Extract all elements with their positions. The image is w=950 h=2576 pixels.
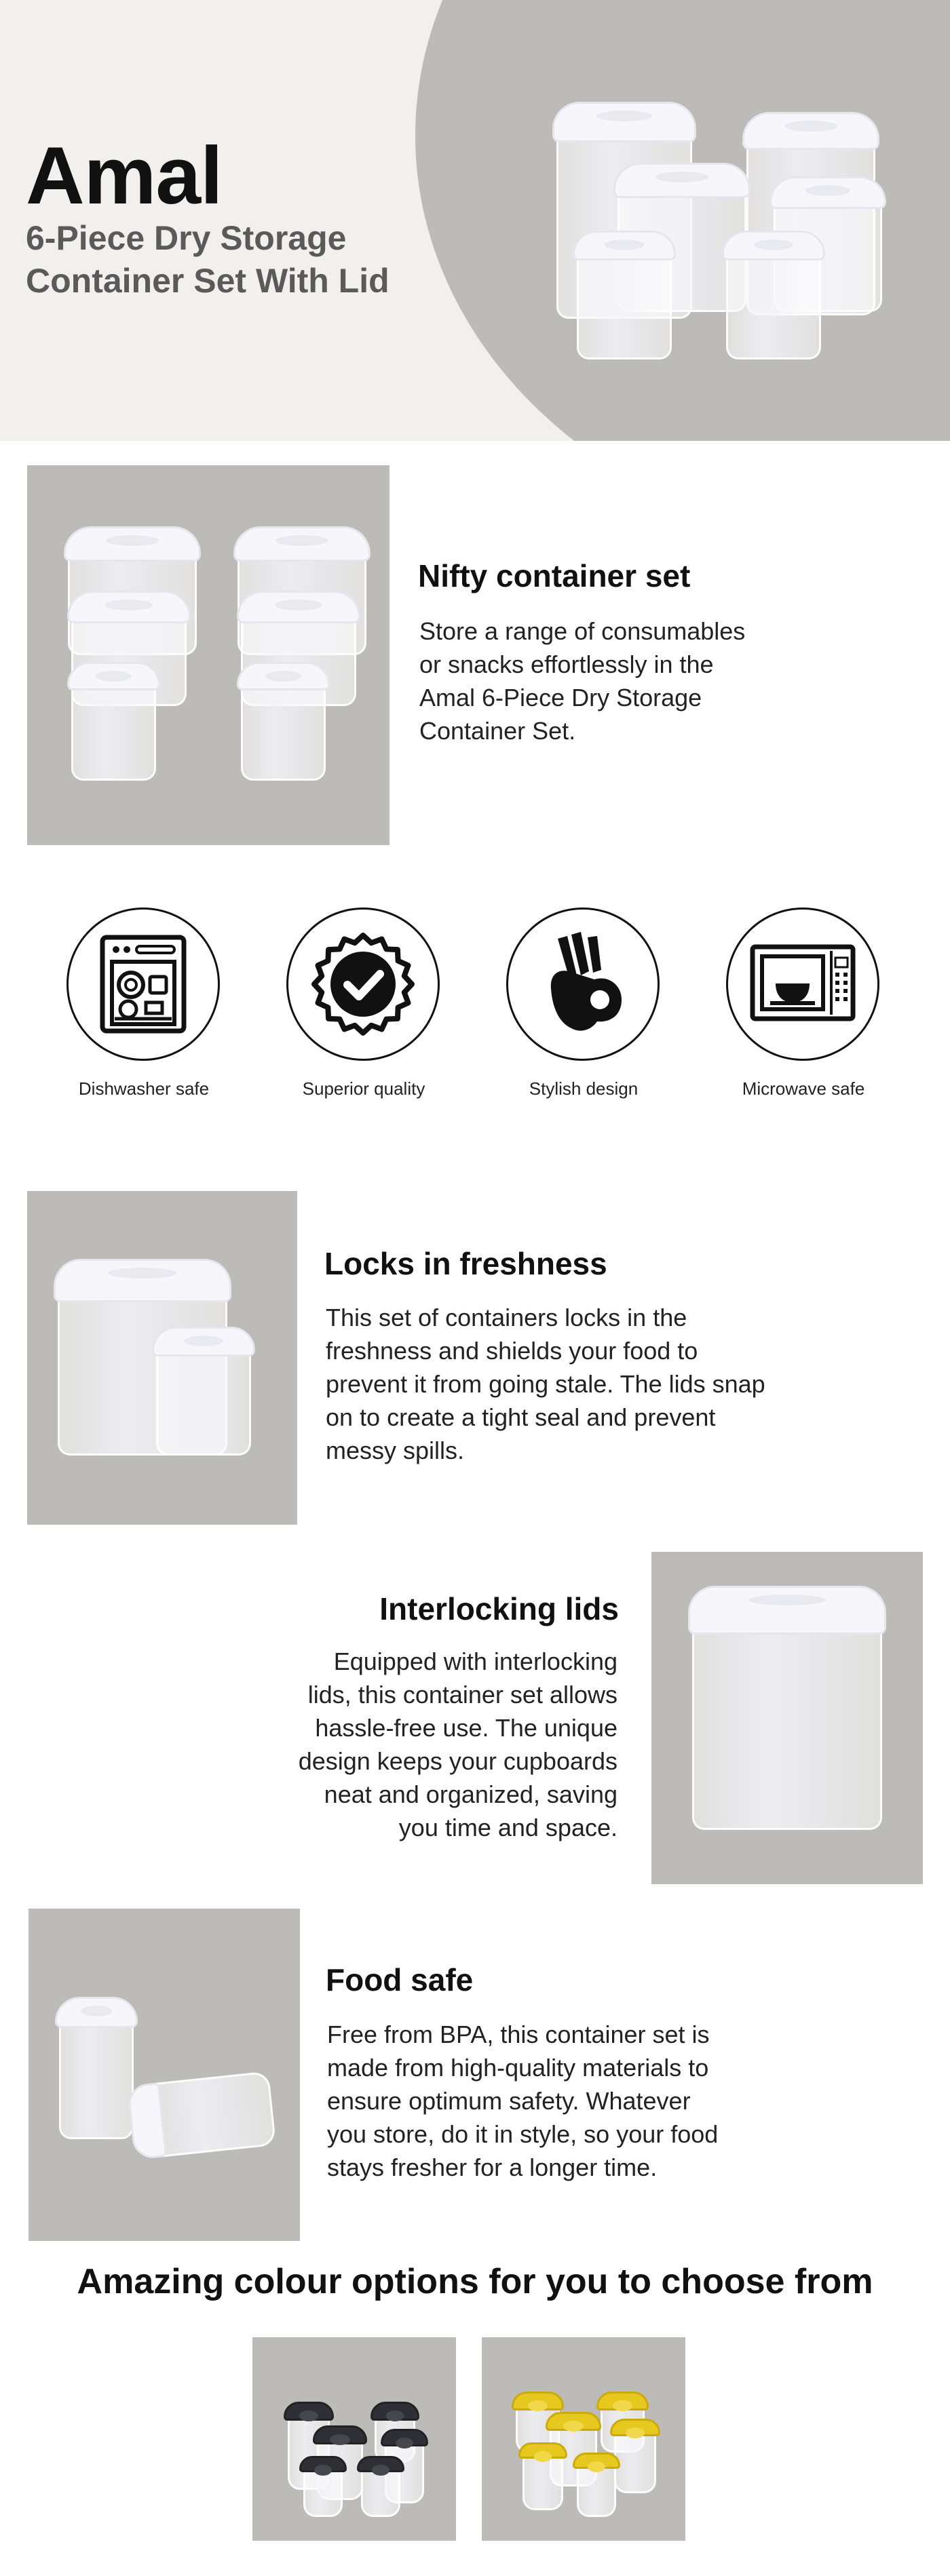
section-title-nifty: Nifty container set [418, 558, 691, 593]
ok-hand-icon [506, 908, 660, 1061]
nifty-set-image [27, 465, 390, 845]
quality-badge-icon [286, 908, 440, 1061]
freshness-image [27, 1191, 297, 1525]
section-title-food-safe: Food safe [326, 1962, 474, 1997]
section-title-freshness: Locks in freshness [324, 1246, 607, 1281]
section-title-interlocking: Interlocking lids [379, 1591, 619, 1626]
colour-options-title: Amazing colour options for you to choose from [77, 2262, 873, 2301]
section-text-freshness: This set of containers locks in the freshness and shields your food to prevent it from going stale. The lids snap on to create a tight seal and prevent messy spills. [326, 1304, 765, 1464]
feature-label: Superior quality [302, 1078, 425, 1099]
microwave-icon [726, 908, 879, 1061]
hero-banner [0, 0, 950, 441]
feature-label: Dishwasher safe [78, 1078, 210, 1099]
interlocking-image [651, 1552, 923, 1884]
food-safe-image [28, 1909, 300, 2241]
feature-label: Microwave safe [742, 1078, 865, 1099]
section-text-food-safe: Free from BPA, this container set is made from high-quality materials to ensure optimum safety. Whatever you store, do it in style, so your food stays fresher for a longer time. [327, 2021, 719, 2181]
hero-product-image [543, 95, 896, 366]
colour-option-yellow [482, 2337, 685, 2541]
colour-option-black [252, 2337, 456, 2541]
feature-label: Stylish design [529, 1078, 639, 1099]
section-text-nifty: Store a range of consumables or snacks effortlessly in the Amal 6-Piece Dry Storage Container Set. [419, 617, 746, 745]
product-subtitle-line2: Container Set With Lid [26, 262, 390, 300]
product-subtitle-line1: 6-Piece Dry Storage [26, 219, 347, 257]
dishwasher-icon [66, 908, 220, 1061]
brand-title: Amal [26, 130, 223, 221]
section-text-interlocking: Equipped with interlocking lids, this container set allows hassle-free use. The unique design keeps your cupboards neat and organized, saving you time and space. [298, 1647, 618, 1841]
